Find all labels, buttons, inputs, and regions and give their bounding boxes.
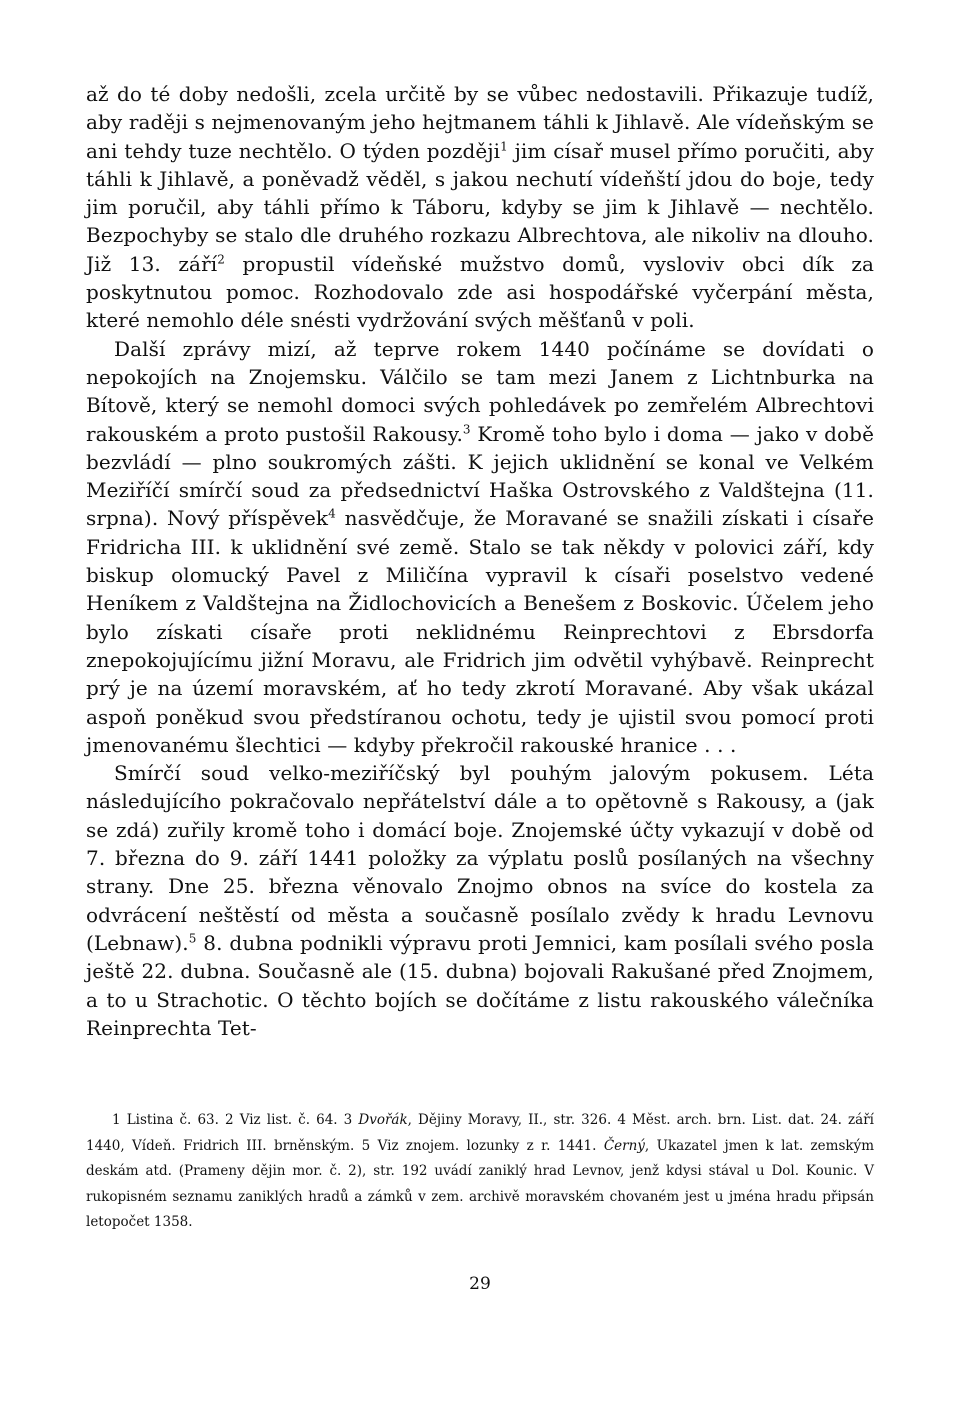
paragraph-2-text-c: nasvědčuje, že Moravané se snažili získati i císaře Fridricha III. k uklidnění své země. Stalo se tak někdy v polovici září, kdy biskup olomucký Pavel z Miličína vypravil k císaři poselstvo vedené Heníkem z Valdštejna na Židlochovicích a Benešem z Boskovic. Účelem jeho bylo získati císaře proti neklidnému Reinprechtovi z Ebrsdorfa znepokojujícímu jižní Moravu, ale Fridrich jim odvětil vyhýbavě. Reinprecht prý je na území moravském, ať ho tedy zkrotí Moravané. Aby však ukázal aspoň poněkud svou předstíranou ochotu, tedy je ujistil svou pomocí proti jmenovanému šlechtici — kdyby překročil rakouské hranice . . . <box>86 506 875 757</box>
paragraph-2-text-a: Další zprávy mizí, až teprve rokem 1440 počínáme se dovídati o nepokojích na Znojemsku. Válčilo se tam mezi Janem z Lichtnburka na Bítově, který se nemohl domoci svých pohledávek po zemřelém Albrechtovi rakouském a proto pustošil Rakousy. <box>86 336 874 446</box>
paragraph-3-text-b: 8. dubna podnikli výpravu proti Jemnici, kam posílali svého posla ještě 22. dubna. Současně ale (15. dubna) bojovali Rakušané před Znojmem, a to u Strachotic. O těchto bojích se dočítáme z listu rakouského válečníka Reinprechta Tet- <box>86 930 874 1040</box>
footnotes <box>86 1108 874 1236</box>
footnotes-part-3: , Ukazatel jmen k lat. zemským deskám atd. (Prameny dějin mor. č. 2), str. 192 uvádí zaniklý hrad Levnov, jenž kdysi stával u Dol. Kounic. V rukopisném seznamu zaniklých hradů a zámků v zem. archivě moravském chovaném jest u jména hradu připsán letopočet 1358. <box>86 1137 874 1231</box>
paragraph-1 <box>86 80 874 335</box>
footnote-ref-1: 1 <box>500 138 508 153</box>
paragraph-1-text-c: propustil vídeňské mužstvo domů, vysloviv obci dík za poskytnutou pomoc. Rozhodovalo zde asi hospodářské vyčerpání města, které nemohlo déle snésti vydržování svých měšťanů v poli. <box>86 251 874 333</box>
footnote-ref-5: 5 <box>188 931 197 946</box>
paragraph-1-text-a: až do té doby nedošli, zcela určitě by se vůbec nedostavili. Přikazuje tudíž, aby raději s nejmenovaným jeho hejtmanem táhli k Jihlavě. Ale vídeňským se ani tehdy tuze nechtělo. O týden později <box>86 82 874 163</box>
footnote-ref-3: 3 <box>462 421 471 436</box>
footnotes-part-1: 1 Listina č. 63. 2 Viz list. č. 64. 3 <box>112 1112 359 1128</box>
paragraph-3-text-a: Smírčí soud velko-meziříčský byl pouhým jalovým pokusem. Léta následujícího pokračovalo nepřátelství dále a to opětovně s Rakousy, a (jak se zdá) zuřily kromě toho i domácí boje. Znojemské účty vykazují v době od 7. března do 9. září 1441 položky za výplatu poslů posílaných na všechny strany. Dne 25. března věnovalo Znojmo obnos na svíce do kostela za odvrácení neštěstí od města a současně posílalo zvědy k hradu Levnovu (Lebnaw). <box>86 761 874 955</box>
footnotes-part-2: , Dějiny Moravy, II., str. 326. 4 Měst. arch. brn. List. dat. 24. září 1440, Vídeň. Fridrich III. brněnským. 5 Viz znojem. lozunky z r. 1441. <box>86 1112 874 1154</box>
footnote-ref-2: 2 <box>217 252 225 267</box>
page-body <box>86 80 874 1042</box>
paragraph-2-text-b: Kromě toho bylo i doma — jako v době bezvládí — plno soukromých zášti. K jejich uklidnění se konal ve Velkém Meziříčí smírčí soud za předsednictví Haška Ostrovského z Valdštejna (11. srpna). Nový příspěvek <box>86 421 875 531</box>
paragraph-3 <box>86 759 874 1042</box>
footnotes-text <box>86 1108 874 1236</box>
footnote-ref-4: 4 <box>328 506 336 521</box>
paragraph-1-text-b: jim císař musel přímo poručiti, aby táhli k Jihlavě, a poněvadž věděl, s jakou nechutí vídeňští jdou do boje, tedy jim poručil, aby táhli přímo k Táboru, kdyby se jim k Jihlavě — nechtělo. Bezpochyby se stalo dle druhého rozkazu Albrechtova, ale nikoliv na dlouho. Již 13. září <box>86 138 874 276</box>
page-number: 29 <box>469 1274 491 1294</box>
footnote-author-dvorak: Dvořák <box>358 1112 408 1128</box>
paragraph-2 <box>86 335 874 759</box>
footnote-author-cerny: Černý <box>603 1137 645 1154</box>
